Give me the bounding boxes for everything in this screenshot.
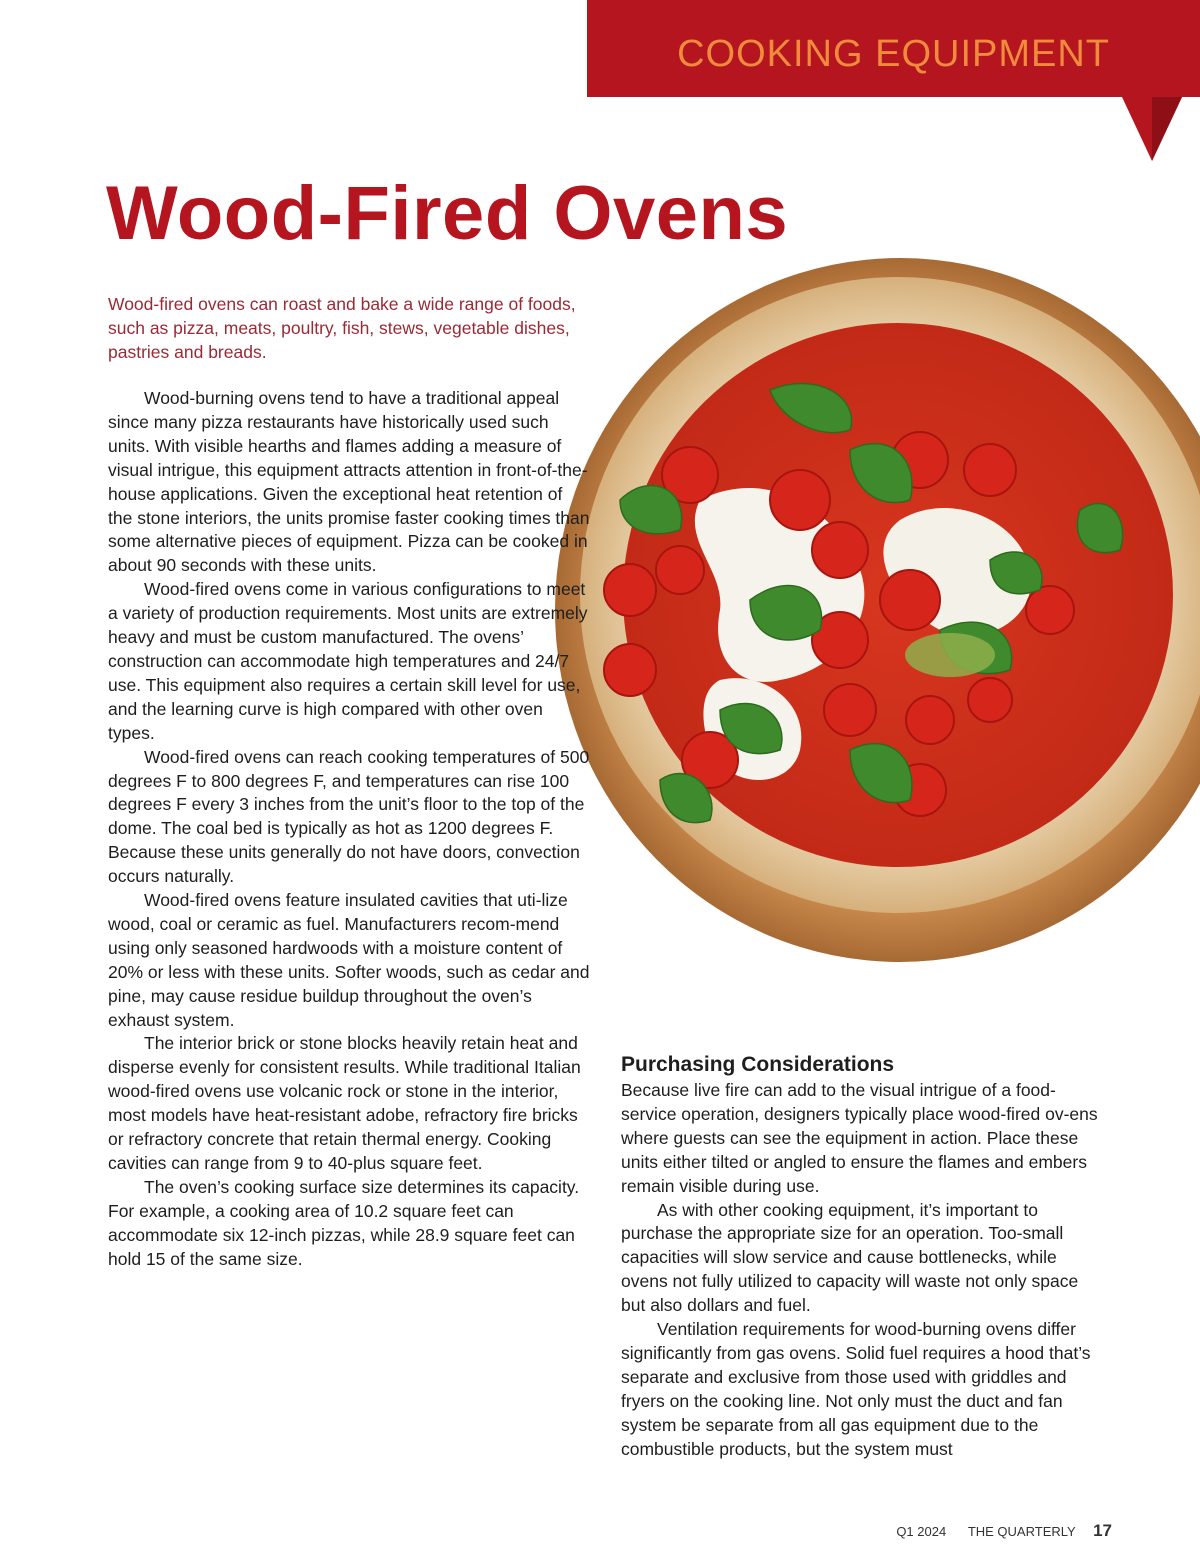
right-column <box>621 1079 1103 1462</box>
body-paragraph: Because live fire can add to the visual intrigue of a food-service operation, designers typically place wood-fired ov-ens where guests can see the equipment in action. Place these units either tilted or angled to ensure the flames and embers remain visible during use. <box>621 1080 1098 1196</box>
article-title: Wood-Fired Ovens <box>106 171 789 256</box>
page-footer <box>878 1521 1112 1541</box>
article-lede: Wood-fired ovens can roast and bake a wide range of foods, such as pizza, meats, poultry, fish, stews, vegetable dishes, pastries and breads. <box>108 294 576 362</box>
body-paragraph: Wood-fired ovens can reach cooking temperatures of 500 degrees F to 800 degrees F, and temperatures can rise 100 degrees F every 3 inches from the unit’s floor to the top of the dome. The coal bed is typically as hot as 1200 degrees F. Because these units generally do not have doors, convection occurs naturally. <box>108 746 590 887</box>
body-paragraph: Wood-fired ovens feature insulated cavities that uti-lize wood, coal or ceramic as fuel. Manufacturers recom-mend using only seasoned hardwoods with a moisture content of 20% or less with these units. Softer woods, such as cedar and pine, may cause residue buildup throughout the oven’s exhaust system. <box>108 890 590 1030</box>
footer-issue: Q1 2024 <box>896 1524 947 1539</box>
footer-publication: THE QUARTERLY <box>967 1524 1076 1539</box>
body-paragraph: The oven’s cooking surface size determines its capacity. For example, a cooking area of 10.2 square feet can accommodate six 12-inch pizzas, while 28.9 square feet can hold 15 of the same size. <box>108 1176 580 1269</box>
body-paragraph: Ventilation requirements for wood-burning ovens differ significantly from gas ovens. Solid fuel requires a hood that’s separate and exclusive from those used with griddles and fryers on the cooking line. Not only must the duct and fan system be separate from all gas equipment due to the combustible products, but the system must <box>621 1319 1091 1459</box>
pizza-image <box>520 250 1200 970</box>
body-paragraph: Wood-burning ovens tend to have a traditional appeal since many pizza restaurants have historically used such units. With visible hearths and flames adding a measure of visual intrigue, this equipment attracts attention in front-of-the-house applications. Given the exceptional heat retention of the stone interiors, the units promise faster cooking times than some alternative pieces of equipment. Pizza can be cooked in about 90 seconds with these units. <box>108 388 590 576</box>
body-paragraph: As with other cooking equipment, it’s important to purchase the appropriate size for an operation. Too-small capacities will slow service and cause bottlenecks, while ovens not fully utilized to capacity will waste not only space but also dollars and fuel. <box>621 1199 1079 1316</box>
body-paragraph: Wood-fired ovens come in various configurations to meet a variety of production requirements. Most units are extremely heavy and must be custom manufactured. The ovens’ construction can accommodate high temperatures and 24/7 use. This equipment also requires a certain skill level for use, and the learning curve is high compared with other oven types. <box>108 579 588 743</box>
page-number: 17 <box>1093 1521 1112 1540</box>
section-banner <box>587 0 1200 97</box>
left-column <box>108 387 590 1272</box>
section-heading: Purchasing Considerations <box>621 1053 895 1076</box>
banner-tab-shade-decoration <box>1152 97 1182 161</box>
body-paragraph: The interior brick or stone blocks heavily retain heat and disperse evenly for consistent results. While traditional Italian wood-fired ovens use volcanic rock or stone in the interior, most models have heat-resistant adobe, refractory fire bricks or refractory concrete that retain thermal energy. Cooking cavities can range from 9 to 40-plus square feet. <box>108 1033 581 1173</box>
section-banner-label: COOKING EQUIPMENT <box>677 33 1110 75</box>
